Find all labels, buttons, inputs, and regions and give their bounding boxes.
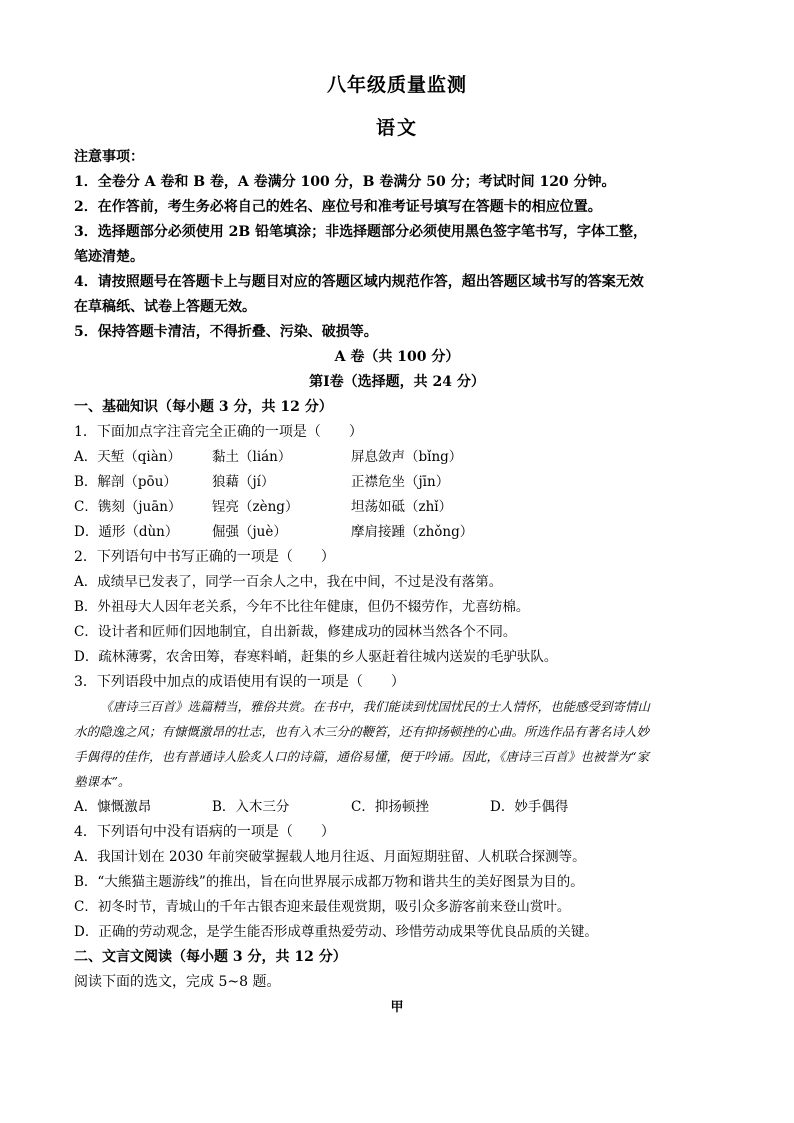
section2-heading: 二、文言文阅读（每小题 3 分，共 12 分）: [74, 949, 347, 965]
q1-option: B．解剖（pōu）: [74, 474, 177, 490]
q2-option: D．疏林薄雾，农舍田筹，春寒料峭，赶集的乡人驱赶着往城内送炭的毛驴驮队。: [74, 649, 558, 665]
note-item: 4．请按照题号在答题卡上与题目对应的答题区域内规范作答，超出答题区域书写的答案无效: [74, 274, 644, 290]
q3-option: C．抑扬顿挫: [351, 799, 429, 815]
q1-option: 正襟危坐（jīn）: [351, 474, 450, 490]
q1-option: 坦荡如砥（zhǐ）: [351, 499, 453, 515]
q3-passage-line: 《唐诗三百首》选篇精当，雅俗共赏。在书中，我们能读到忧国忧民的士人情怀，也能感受到寄情山: [100, 699, 651, 714]
q1-option: A．天堑（qiàn）: [74, 449, 181, 465]
q3-option: D．妙手偶得: [490, 799, 569, 815]
q3-stem: 3．下列语段中加点的成语使用有误的一项是（ ）: [74, 674, 405, 690]
q1-option: 摩肩接踵（zhǒng）: [351, 524, 474, 540]
exam-subject: 语文: [375, 117, 418, 139]
note-item: 5．保持答题卡清洁，不得折叠、污染、破损等。: [74, 324, 378, 340]
q3-passage-line: 水的隐逸之风；有慷慨激昂的壮志，也有入木三分的鞭笞，还有抑扬顿挫的心曲。所选作品有著名诗人妙: [74, 724, 650, 739]
q3-option: B．入木三分: [212, 799, 290, 815]
note-item: 在草稿纸、试卷上答题无效。: [74, 299, 256, 315]
q1-option: 倔强（juè）: [212, 524, 287, 540]
q4-option: D．正确的劳动观念，是学生能否形成尊重热爱劳动、珍惜劳动成果等优良品质的关键。: [74, 924, 598, 940]
part-one-heading: 第Ⅰ卷（选择题，共 24 分）: [309, 374, 485, 390]
q1-stem: 1．下面加点字注音完全正确的一项是（ ）: [74, 424, 363, 440]
q4-option: A．我国计划在 2030 年前突破掌握载人地月往返、月面短期驻留、人机联合探测等。: [74, 849, 586, 865]
q4-option: C．初冬时节，青城山的千年古银杏迎来最佳观赏期，吸引众多游客前来登山赏叶。: [74, 899, 571, 915]
notes-heading: 注意事项：: [74, 149, 144, 165]
note-item: 2．在作答前，考生务必将自己的姓名、座位号和准考证号填写在答题卡的相应位置。: [74, 199, 602, 215]
q2-stem: 2．下列语句中书写正确的一项是（ ）: [74, 549, 335, 565]
q1-option: 狼藉（jí）: [212, 474, 275, 490]
q2-option: C．设计者和匠师们因地制宜，自出新裁，修建成功的园林当然各个不同。: [74, 624, 517, 640]
q3-passage-line: 手偶得的佳作，也有普通诗人脍炙人口的诗篇，通俗易懂，便于吟诵。因此，《唐诗三百首》也被誉为“家: [74, 749, 650, 764]
passage-label-jia: 甲: [390, 1000, 404, 1015]
q3-option: A．慷慨激昂: [74, 799, 152, 815]
q2-option: B．外祖母大人因年老关系，今年不比往年健康，但仍不辍劳作，尤喜纺棉。: [74, 599, 530, 615]
q2-option: A．成绩早已发表了，同学一百余人之中，我在中间，不过是没有落第。: [74, 574, 503, 590]
exam-title: 八年级质量监测: [326, 74, 467, 96]
q3-passage-line: 塾课本”。: [74, 774, 131, 789]
q4-stem: 4．下列语句中没有语病的一项是（ ）: [74, 824, 335, 840]
section2-instruction: 阅读下面的选文，完成 5~8 题。: [74, 974, 281, 990]
q1-option: D．遁形（dùn）: [74, 524, 179, 540]
note-item: 笔迹清楚。: [74, 249, 144, 265]
section1-heading: 一、基础知识（每小题 3 分，共 12 分）: [74, 399, 333, 415]
q1-option: 屏息敛声（bǐng）: [351, 449, 463, 465]
q4-option: B．“大熊猫主题游线”的推出，旨在向世界展示成都万物和谐共生的美好图景为目的。: [74, 874, 584, 890]
note-item: 1．全卷分 A 卷和 B 卷，A 卷满分 100 分，B 卷满分 50 分；考试时间 120 分钟。: [74, 174, 616, 190]
note-item: 3．选择题部分必须使用 2B 铅笔填涂；非选择题部分必须使用黑色签字笔书写，字体工整，: [74, 224, 648, 240]
q1-option: 黏土（lián）: [212, 449, 292, 465]
q1-option: C．镌刻（juān）: [74, 499, 182, 515]
section-a-heading: A 卷（共 100 分）: [334, 349, 460, 365]
q1-option: 锃亮（zèng）: [212, 499, 299, 515]
